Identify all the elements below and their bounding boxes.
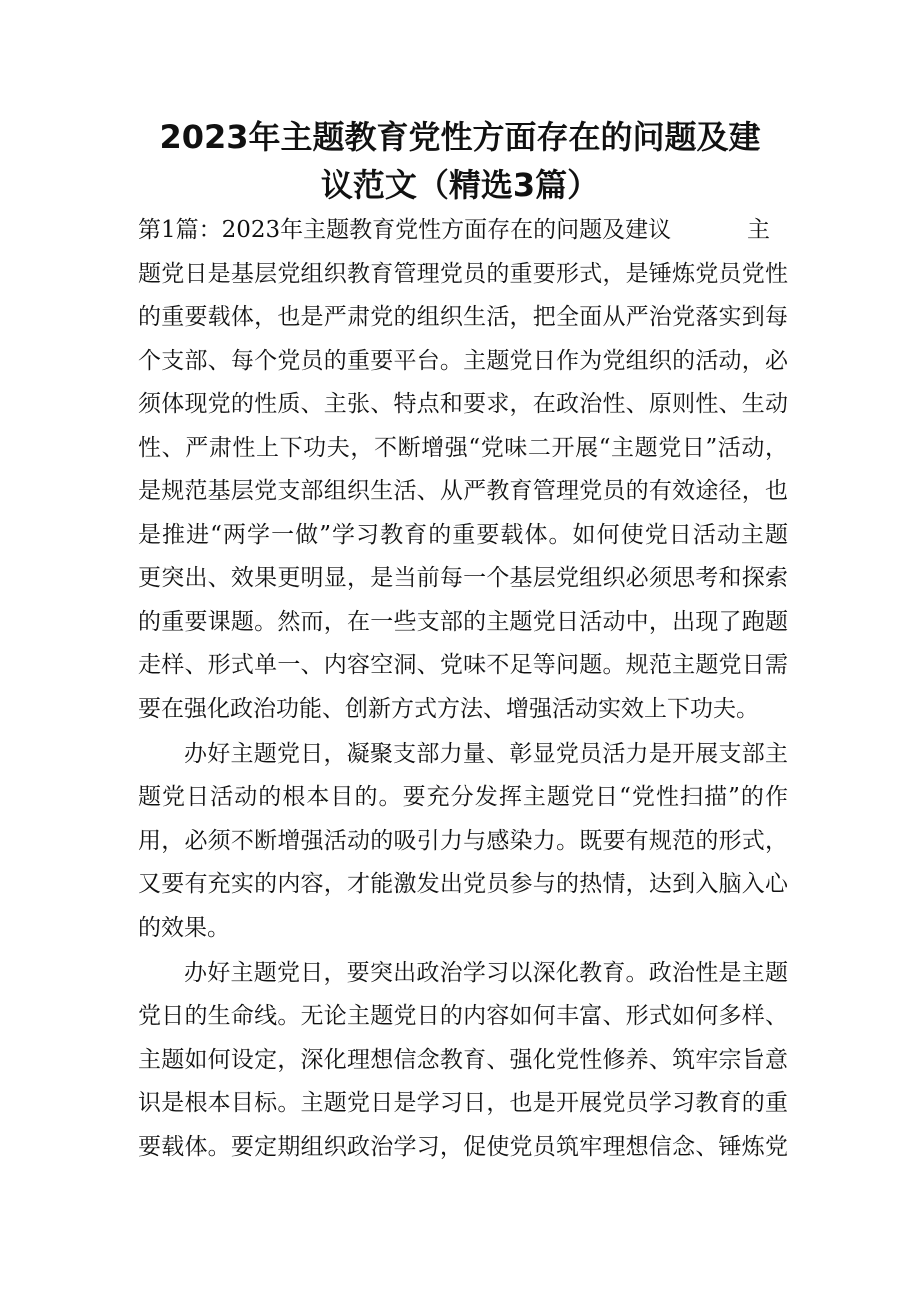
paragraph-line: 要在强化政治功能、创新方式方法、增强活动实效上下功夫。 bbox=[138, 695, 759, 722]
paragraph-line: 走样、形式单一、内容空洞、党味不足等问题。规范主题党日需 bbox=[138, 652, 788, 678]
paragraph-line: 是规范基层党支部组织生活、从严教育管理党员的有效途径，也 bbox=[138, 478, 788, 504]
paragraph-start-char: 主 bbox=[747, 217, 770, 243]
paragraph-line: 用，必须不断增强活动的吸引力与感染力。既要有规范的形式， bbox=[138, 827, 788, 854]
paragraph-line: 的效果。 bbox=[138, 914, 230, 941]
paragraph-line: 题党日是基层党组织教育管理党员的重要形式，是锤炼党员党性 bbox=[138, 260, 788, 287]
document-title-line-2: 议范文（精选3篇） bbox=[320, 166, 600, 204]
section-heading: 第1篇：2023年主题教育党性方面存在的问题及建议 bbox=[138, 217, 672, 243]
paragraph-line: 又要有充实的内容，才能激发出党员参与的热情，达到入脑入心 bbox=[138, 871, 788, 897]
paragraph-line: 须体现党的性质、主张、特点和要求，在政治性、原则性、生动 bbox=[138, 391, 788, 417]
document-title-line-1: 2023年主题教育党性方面存在的问题及建 bbox=[159, 118, 761, 156]
paragraph-line: 识是根本目标。主题党日是学习日，也是开展党员学习教育的重 bbox=[138, 1090, 788, 1116]
paragraph-2 bbox=[138, 733, 788, 951]
document-body bbox=[138, 209, 788, 1169]
paragraph-line: 题党日活动的根本目的。要充分发挥主题党日“党性扫描”的作 bbox=[138, 784, 788, 810]
paragraph-line: 办好主题党日，要突出政治学习以深化教育。政治性是主题 bbox=[184, 959, 788, 986]
paragraph-line: 更突出、效果更明显，是当前每一个基层党组织必须思考和探索 bbox=[138, 565, 788, 591]
paragraph-3 bbox=[138, 952, 788, 1170]
paragraph-line: 的重要课题。然而，在一些支部的主题党日活动中，出现了跑题 bbox=[138, 608, 788, 635]
paragraph-line: 主题如何设定，深化理想信念教育、强化党性修养、筑牢宗旨意 bbox=[138, 1046, 788, 1073]
paragraph-line: 办好主题党日，凝聚支部力量、彰显党员活力是开展支部主 bbox=[184, 740, 788, 767]
paragraph-line: 性、严肃性上下功夫，不断增强“党味二开展“主题党日”活动， bbox=[138, 434, 788, 461]
paragraph-line: 个支部、每个党员的重要平台。主题党日作为党组织的活动，必 bbox=[138, 347, 788, 374]
paragraph-1 bbox=[138, 253, 788, 732]
section-heading-line bbox=[138, 209, 788, 253]
paragraph-line: 要载体。要定期组织政治学习，促使党员筑牢理想信念、锤炼党 bbox=[138, 1133, 788, 1160]
paragraph-line: 是推进“两学一做”学习教育的重要载体。如何使党日活动主题 bbox=[138, 521, 788, 548]
paragraph-line: 党日的生命线。无论主题党日的内容如何丰富、形式如何多样、 bbox=[138, 1003, 788, 1029]
paragraph-line: 的重要载体，也是严肃党的组织生活，把全面从严治党落实到每 bbox=[138, 304, 788, 330]
